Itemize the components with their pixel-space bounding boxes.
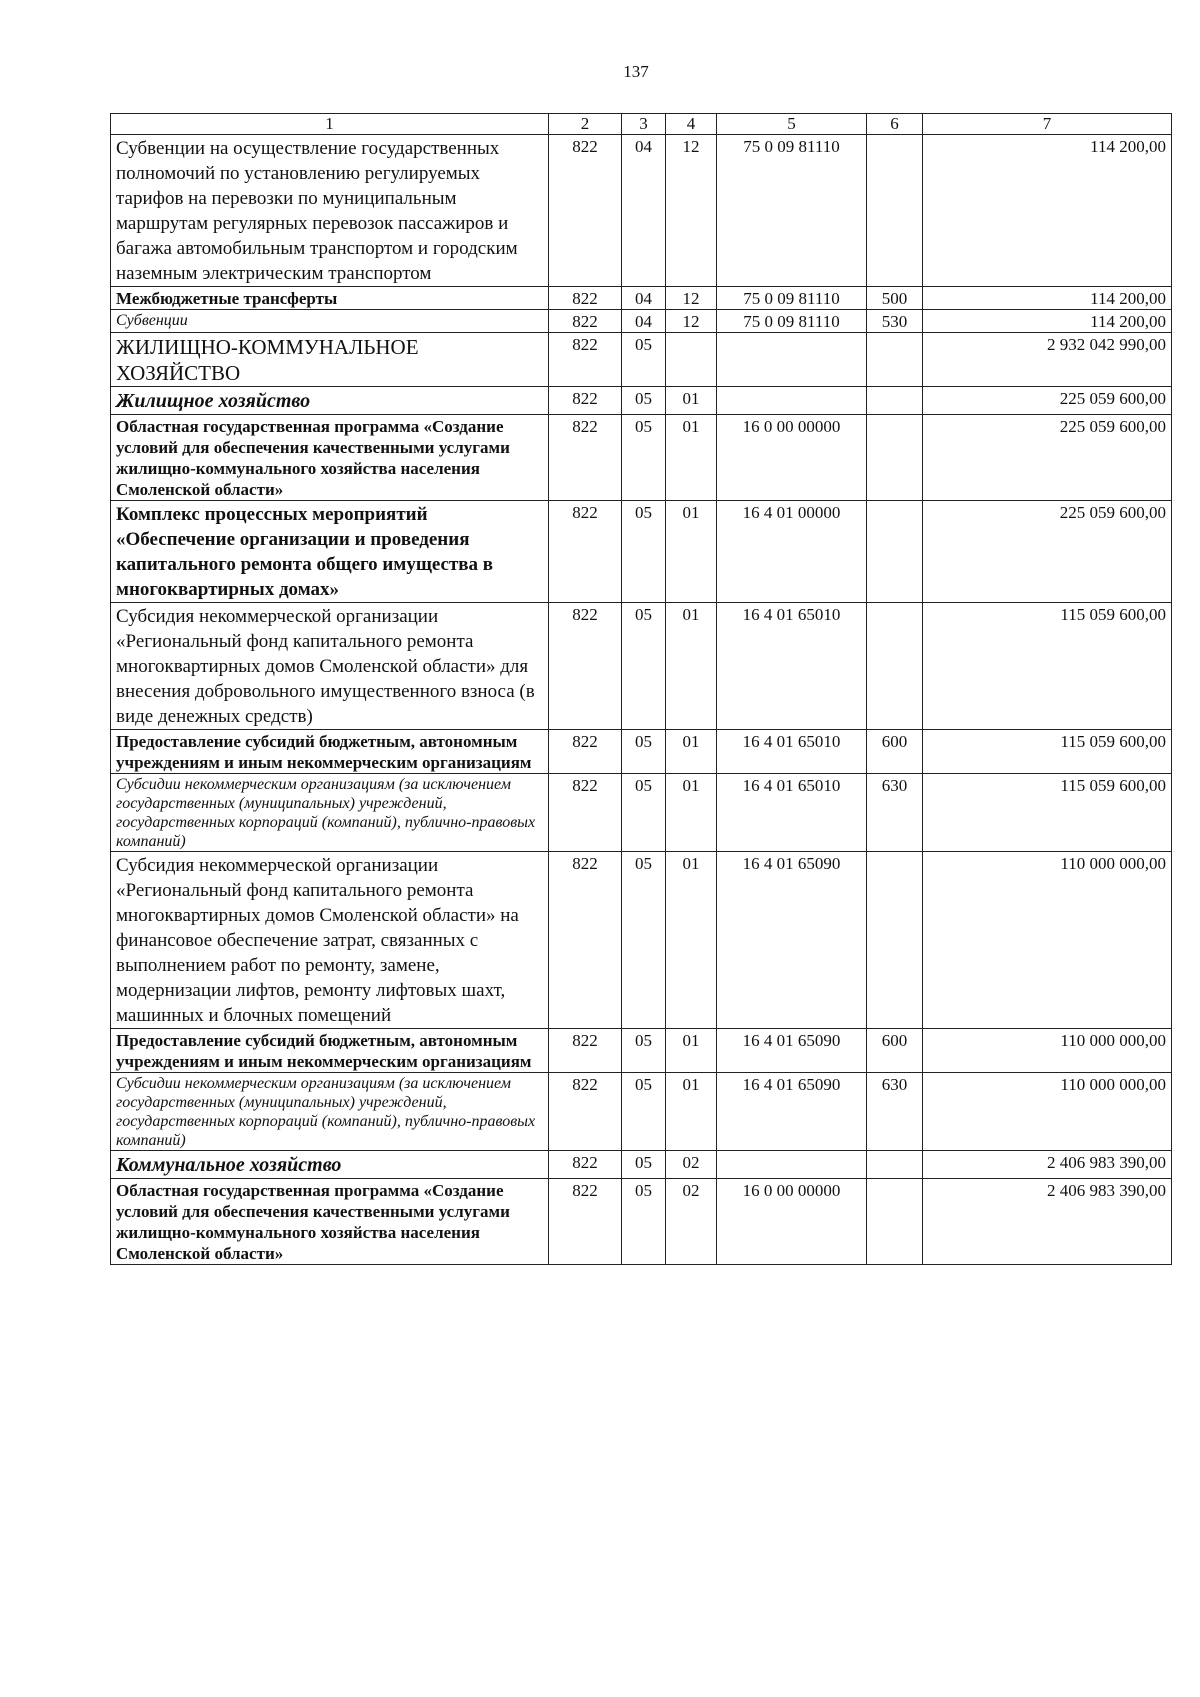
row-subsection-code: 01	[666, 730, 717, 774]
header-col-2: 2	[549, 114, 622, 135]
row-target-article: 16 4 01 65010	[717, 603, 867, 730]
row-name: Субсидии некоммерческим организациям (за исключением государственных (муниципальных) учреждений, государственных корпораций (компаний), публично-правовых компаний)	[111, 1073, 549, 1151]
header-col-3: 3	[622, 114, 666, 135]
row-name: Субсидия некоммерческой организации «Региональный фонд капитального ремонта многоквартирных домов Смоленской области» на финансовое обеспечение затрат, связанных с выполнением работ по ремонту, замене, модернизации лифтов, ремонту лифтовых шахт, машинных и блочных помещений	[111, 852, 549, 1029]
row-name: Предоставление субсидий бюджетным, автономным учреждениям и иным некоммерческим организациям	[111, 1029, 549, 1073]
row-amount: 115 059 600,00	[923, 774, 1172, 852]
row-expense-type	[867, 135, 923, 287]
row-target-article: 16 4 01 65010	[717, 774, 867, 852]
table-row	[111, 1073, 1172, 1151]
row-ministry-code: 822	[549, 310, 622, 333]
row-subsection-code: 12	[666, 310, 717, 333]
table-row	[111, 730, 1172, 774]
table-row	[111, 415, 1172, 501]
row-target-article: 16 4 01 65090	[717, 1073, 867, 1151]
row-amount: 110 000 000,00	[923, 1029, 1172, 1073]
row-name: ЖИЛИЩНО-КОММУНАЛЬНОЕ ХОЗЯЙСТВО	[111, 333, 549, 387]
row-name: Жилищное хозяйство	[111, 387, 549, 415]
row-ministry-code: 822	[549, 333, 622, 387]
row-amount: 110 000 000,00	[923, 852, 1172, 1029]
row-subsection-code: 01	[666, 1029, 717, 1073]
row-expense-type: 630	[867, 774, 923, 852]
row-section-code: 04	[622, 287, 666, 310]
row-expense-type: 500	[867, 287, 923, 310]
row-target-article: 16 4 01 65090	[717, 852, 867, 1029]
table-row	[111, 774, 1172, 852]
row-amount: 115 059 600,00	[923, 730, 1172, 774]
row-subsection-code: 01	[666, 387, 717, 415]
row-amount: 114 200,00	[923, 135, 1172, 287]
row-subsection-code: 01	[666, 501, 717, 603]
row-section-code: 05	[622, 1151, 666, 1179]
row-section-code: 05	[622, 852, 666, 1029]
table-row	[111, 387, 1172, 415]
row-name: Предоставление субсидий бюджетным, автономным учреждениям и иным некоммерческим организациям	[111, 730, 549, 774]
row-section-code: 05	[622, 501, 666, 603]
row-name: Комплекс процессных мероприятий «Обеспечение организации и проведения капитального ремонта общего имущества в многоквартирных домах»	[111, 501, 549, 603]
row-ministry-code: 822	[549, 415, 622, 501]
row-section-code: 05	[622, 603, 666, 730]
table-row	[111, 1151, 1172, 1179]
row-name: Областная государственная программа «Создание условий для обеспечения качественными услугами жилищно-коммунального хозяйства населения Смоленской области»	[111, 1179, 549, 1265]
row-section-code: 04	[622, 135, 666, 287]
row-target-article: 16 4 01 65090	[717, 1029, 867, 1073]
row-target-article: 75 0 09 81110	[717, 135, 867, 287]
row-expense-type: 530	[867, 310, 923, 333]
row-expense-type	[867, 501, 923, 603]
header-col-7: 7	[923, 114, 1172, 135]
row-target-article: 75 0 09 81110	[717, 310, 867, 333]
table-row	[111, 1029, 1172, 1073]
row-section-code: 05	[622, 774, 666, 852]
row-subsection-code: 01	[666, 603, 717, 730]
header-col-5: 5	[717, 114, 867, 135]
row-subsection-code: 01	[666, 415, 717, 501]
row-ministry-code: 822	[549, 1151, 622, 1179]
row-expense-type: 600	[867, 730, 923, 774]
row-ministry-code: 822	[549, 1029, 622, 1073]
row-target-article: 16 4 01 65010	[717, 730, 867, 774]
row-subsection-code: 01	[666, 774, 717, 852]
row-ministry-code: 822	[549, 1073, 622, 1151]
row-expense-type	[867, 387, 923, 415]
row-name: Субсидии некоммерческим организациям (за исключением государственных (муниципальных) учреждений, государственных корпораций (компаний), публично-правовых компаний)	[111, 774, 549, 852]
row-section-code: 05	[622, 387, 666, 415]
row-section-code: 05	[622, 1073, 666, 1151]
row-section-code: 05	[622, 730, 666, 774]
table-row	[111, 333, 1172, 387]
row-name: Субсидия некоммерческой организации «Региональный фонд капитального ремонта многоквартирных домов Смоленской области» для внесения добровольного имущественного взноса (в виде денежных средств)	[111, 603, 549, 730]
row-ministry-code: 822	[549, 1179, 622, 1265]
row-amount: 2 932 042 990,00	[923, 333, 1172, 387]
row-section-code: 05	[622, 1179, 666, 1265]
row-name: Субвенции	[111, 310, 549, 333]
row-subsection-code: 02	[666, 1179, 717, 1265]
row-amount: 2 406 983 390,00	[923, 1179, 1172, 1265]
row-subsection-code: 01	[666, 1073, 717, 1151]
header-col-6: 6	[867, 114, 923, 135]
row-ministry-code: 822	[549, 852, 622, 1029]
row-section-code: 05	[622, 415, 666, 501]
table-row	[111, 501, 1172, 603]
row-amount: 225 059 600,00	[923, 415, 1172, 501]
row-expense-type	[867, 1151, 923, 1179]
row-ministry-code: 822	[549, 774, 622, 852]
row-expense-type	[867, 333, 923, 387]
table-row	[111, 603, 1172, 730]
row-name: Субвенции на осуществление государственных полномочий по установлению регулируемых тарифов на перевозки по муниципальным маршрутам регулярных перевозок пассажиров и багажа автомобильным транспортом и городским наземным электрическим транспортом	[111, 135, 549, 287]
row-section-code: 05	[622, 1029, 666, 1073]
row-expense-type: 600	[867, 1029, 923, 1073]
table-row	[111, 287, 1172, 310]
header-col-4: 4	[666, 114, 717, 135]
row-expense-type	[867, 415, 923, 501]
row-ministry-code: 822	[549, 387, 622, 415]
table-row	[111, 1179, 1172, 1265]
row-amount: 110 000 000,00	[923, 1073, 1172, 1151]
row-name: Межбюджетные трансферты	[111, 287, 549, 310]
row-subsection-code: 12	[666, 135, 717, 287]
row-amount: 114 200,00	[923, 310, 1172, 333]
row-amount: 115 059 600,00	[923, 603, 1172, 730]
row-amount: 225 059 600,00	[923, 387, 1172, 415]
row-target-article	[717, 1151, 867, 1179]
row-section-code: 05	[622, 333, 666, 387]
row-target-article	[717, 387, 867, 415]
header-row	[111, 114, 1172, 135]
row-subsection-code	[666, 333, 717, 387]
row-ministry-code: 822	[549, 730, 622, 774]
row-expense-type: 630	[867, 1073, 923, 1151]
row-target-article: 16 0 00 00000	[717, 1179, 867, 1265]
row-amount: 225 059 600,00	[923, 501, 1172, 603]
row-ministry-code: 822	[549, 135, 622, 287]
row-ministry-code: 822	[549, 287, 622, 310]
table-row	[111, 852, 1172, 1029]
budget-table	[110, 113, 1172, 1265]
row-subsection-code: 12	[666, 287, 717, 310]
row-expense-type	[867, 1179, 923, 1265]
table-row	[111, 310, 1172, 333]
row-subsection-code: 02	[666, 1151, 717, 1179]
row-amount: 114 200,00	[923, 287, 1172, 310]
header-col-1: 1	[111, 114, 549, 135]
row-target-article: 75 0 09 81110	[717, 287, 867, 310]
row-target-article	[717, 333, 867, 387]
row-subsection-code: 01	[666, 852, 717, 1029]
table-row	[111, 135, 1172, 287]
row-ministry-code: 822	[549, 603, 622, 730]
row-expense-type	[867, 603, 923, 730]
row-expense-type	[867, 852, 923, 1029]
row-section-code: 04	[622, 310, 666, 333]
page-number: 137	[623, 62, 649, 81]
row-target-article: 16 0 00 00000	[717, 415, 867, 501]
row-target-article: 16 4 01 00000	[717, 501, 867, 603]
row-amount: 2 406 983 390,00	[923, 1151, 1172, 1179]
row-ministry-code: 822	[549, 501, 622, 603]
row-name: Коммунальное хозяйство	[111, 1151, 549, 1179]
row-name: Областная государственная программа «Создание условий для обеспечения качественными услугами жилищно-коммунального хозяйства населения Смоленской области»	[111, 415, 549, 501]
